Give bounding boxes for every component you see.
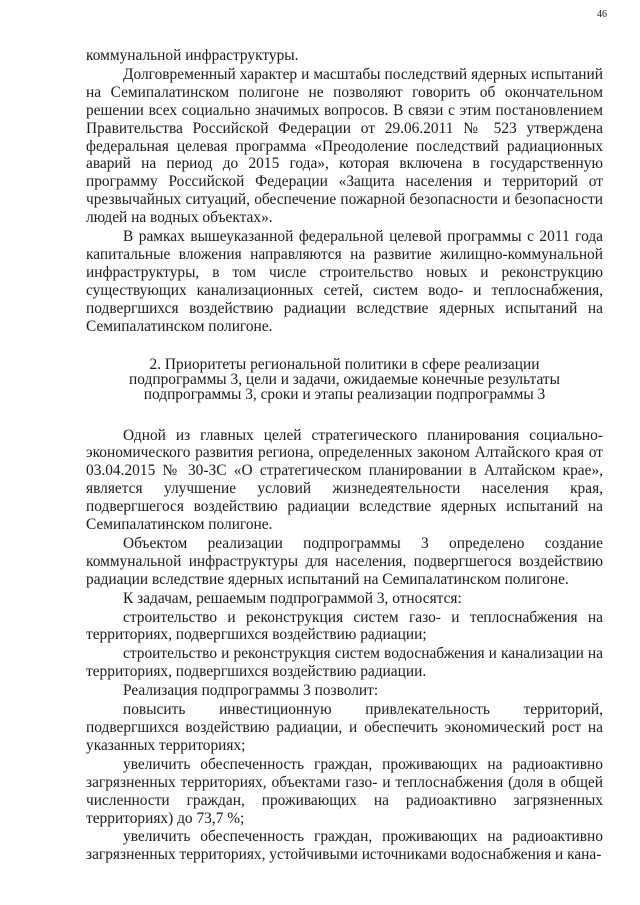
paragraph: коммунальной инфраструктуры. — [86, 47, 299, 64]
paragraph: Реализация подпрограммы 3 позволит: — [123, 682, 379, 700]
paragraph: К задачам, решаемым подпрограммой 3, относятся: — [123, 589, 462, 607]
paragraph: Объектом реализации подпрограммы 3 определено создание коммунальной инфраструктуры для населения, подвергшегося воздействию радиации вследствие ядерных испытаний на Семипалатинском полигоне. — [86, 534, 603, 588]
list-item: строительство и реконструкция систем газо- и теплоснабжения на территориях, подвергшихся воздействию радиации; — [86, 608, 603, 644]
section-heading-line: подпрограммы 3, цели и задачи, ожидаемые конечные результаты — [129, 370, 560, 388]
section-heading-line: 2. Приоритеты региональной политики в сфере реализации — [149, 355, 540, 373]
paragraph: Одной из главных целей стратегического планирования социально-экономического развития региона, определенных законом Алтайского края от 03.04.2015 № 30-ЗС «О стратегическом планировании в Алтайском крае», является улучшение условий жизнедеятельности населения края, подвергшегося воздействию радиации вследствие ядерных испытаний на Семипалатинском полигоне. — [86, 426, 603, 534]
list-item: увеличить обеспеченность граждан, проживающих на радиоактивно загрязненных территориях, устойчивыми источниками водоснабжения и кана- — [86, 828, 603, 864]
section-heading — [86, 357, 603, 402]
page-number: 46 — [597, 9, 607, 20]
section-heading-line: подпрограммы 3, сроки и этапы реализации подпрограммы 3 — [143, 385, 546, 403]
paragraph: Долговременный характер и масштабы последствий ядерных испытаний на Семипалатинском полигоне не позволяют говорить об окончательном решении всех социально значимых вопросов. В связи с этим постановлением Правительства Российской Федерации от 29.06.2011 № 523 утверждена федеральная целевая программа «Преодоление последствий радиационных аварий на период до 2015 года», которая включена в государственную программу Российской Федерации «Защита населения и территорий от чрезвычайных ситуаций, обеспечение пожарной безопасности и безопасности людей на водных объектах». — [86, 65, 603, 227]
page-content — [86, 47, 603, 864]
list-item: строительство и реконструкция систем водоснабжения и канализации на территориях, подвергшихся воздействию радиации. — [86, 645, 603, 681]
list-item: увеличить обеспеченность граждан, проживающих на радиоактивно загрязненных территориях, объектами газо- и теплоснабжения (доля в общей численности граждан, проживающих на радиоактивно загрязненных территориях) до 73,7 %; — [86, 755, 603, 827]
paragraph: В рамках вышеуказанной федеральной целевой программы с 2011 года капитальные вложения направляются на развитие жилищно-коммунальной инфраструктуры, в том числе строительство новых и реконструкцию существующих канализационных сетей, систем водо- и теплоснабжения, подвергшихся воздействию радиации вследствие ядерных испытаний на Семипалатинском полигоне. — [86, 228, 603, 335]
list-item: повысить инвестиционную привлекательность территорий, подвергшихся воздействию радиации, и обеспечить экономический рост на указанных территориях; — [86, 701, 603, 754]
